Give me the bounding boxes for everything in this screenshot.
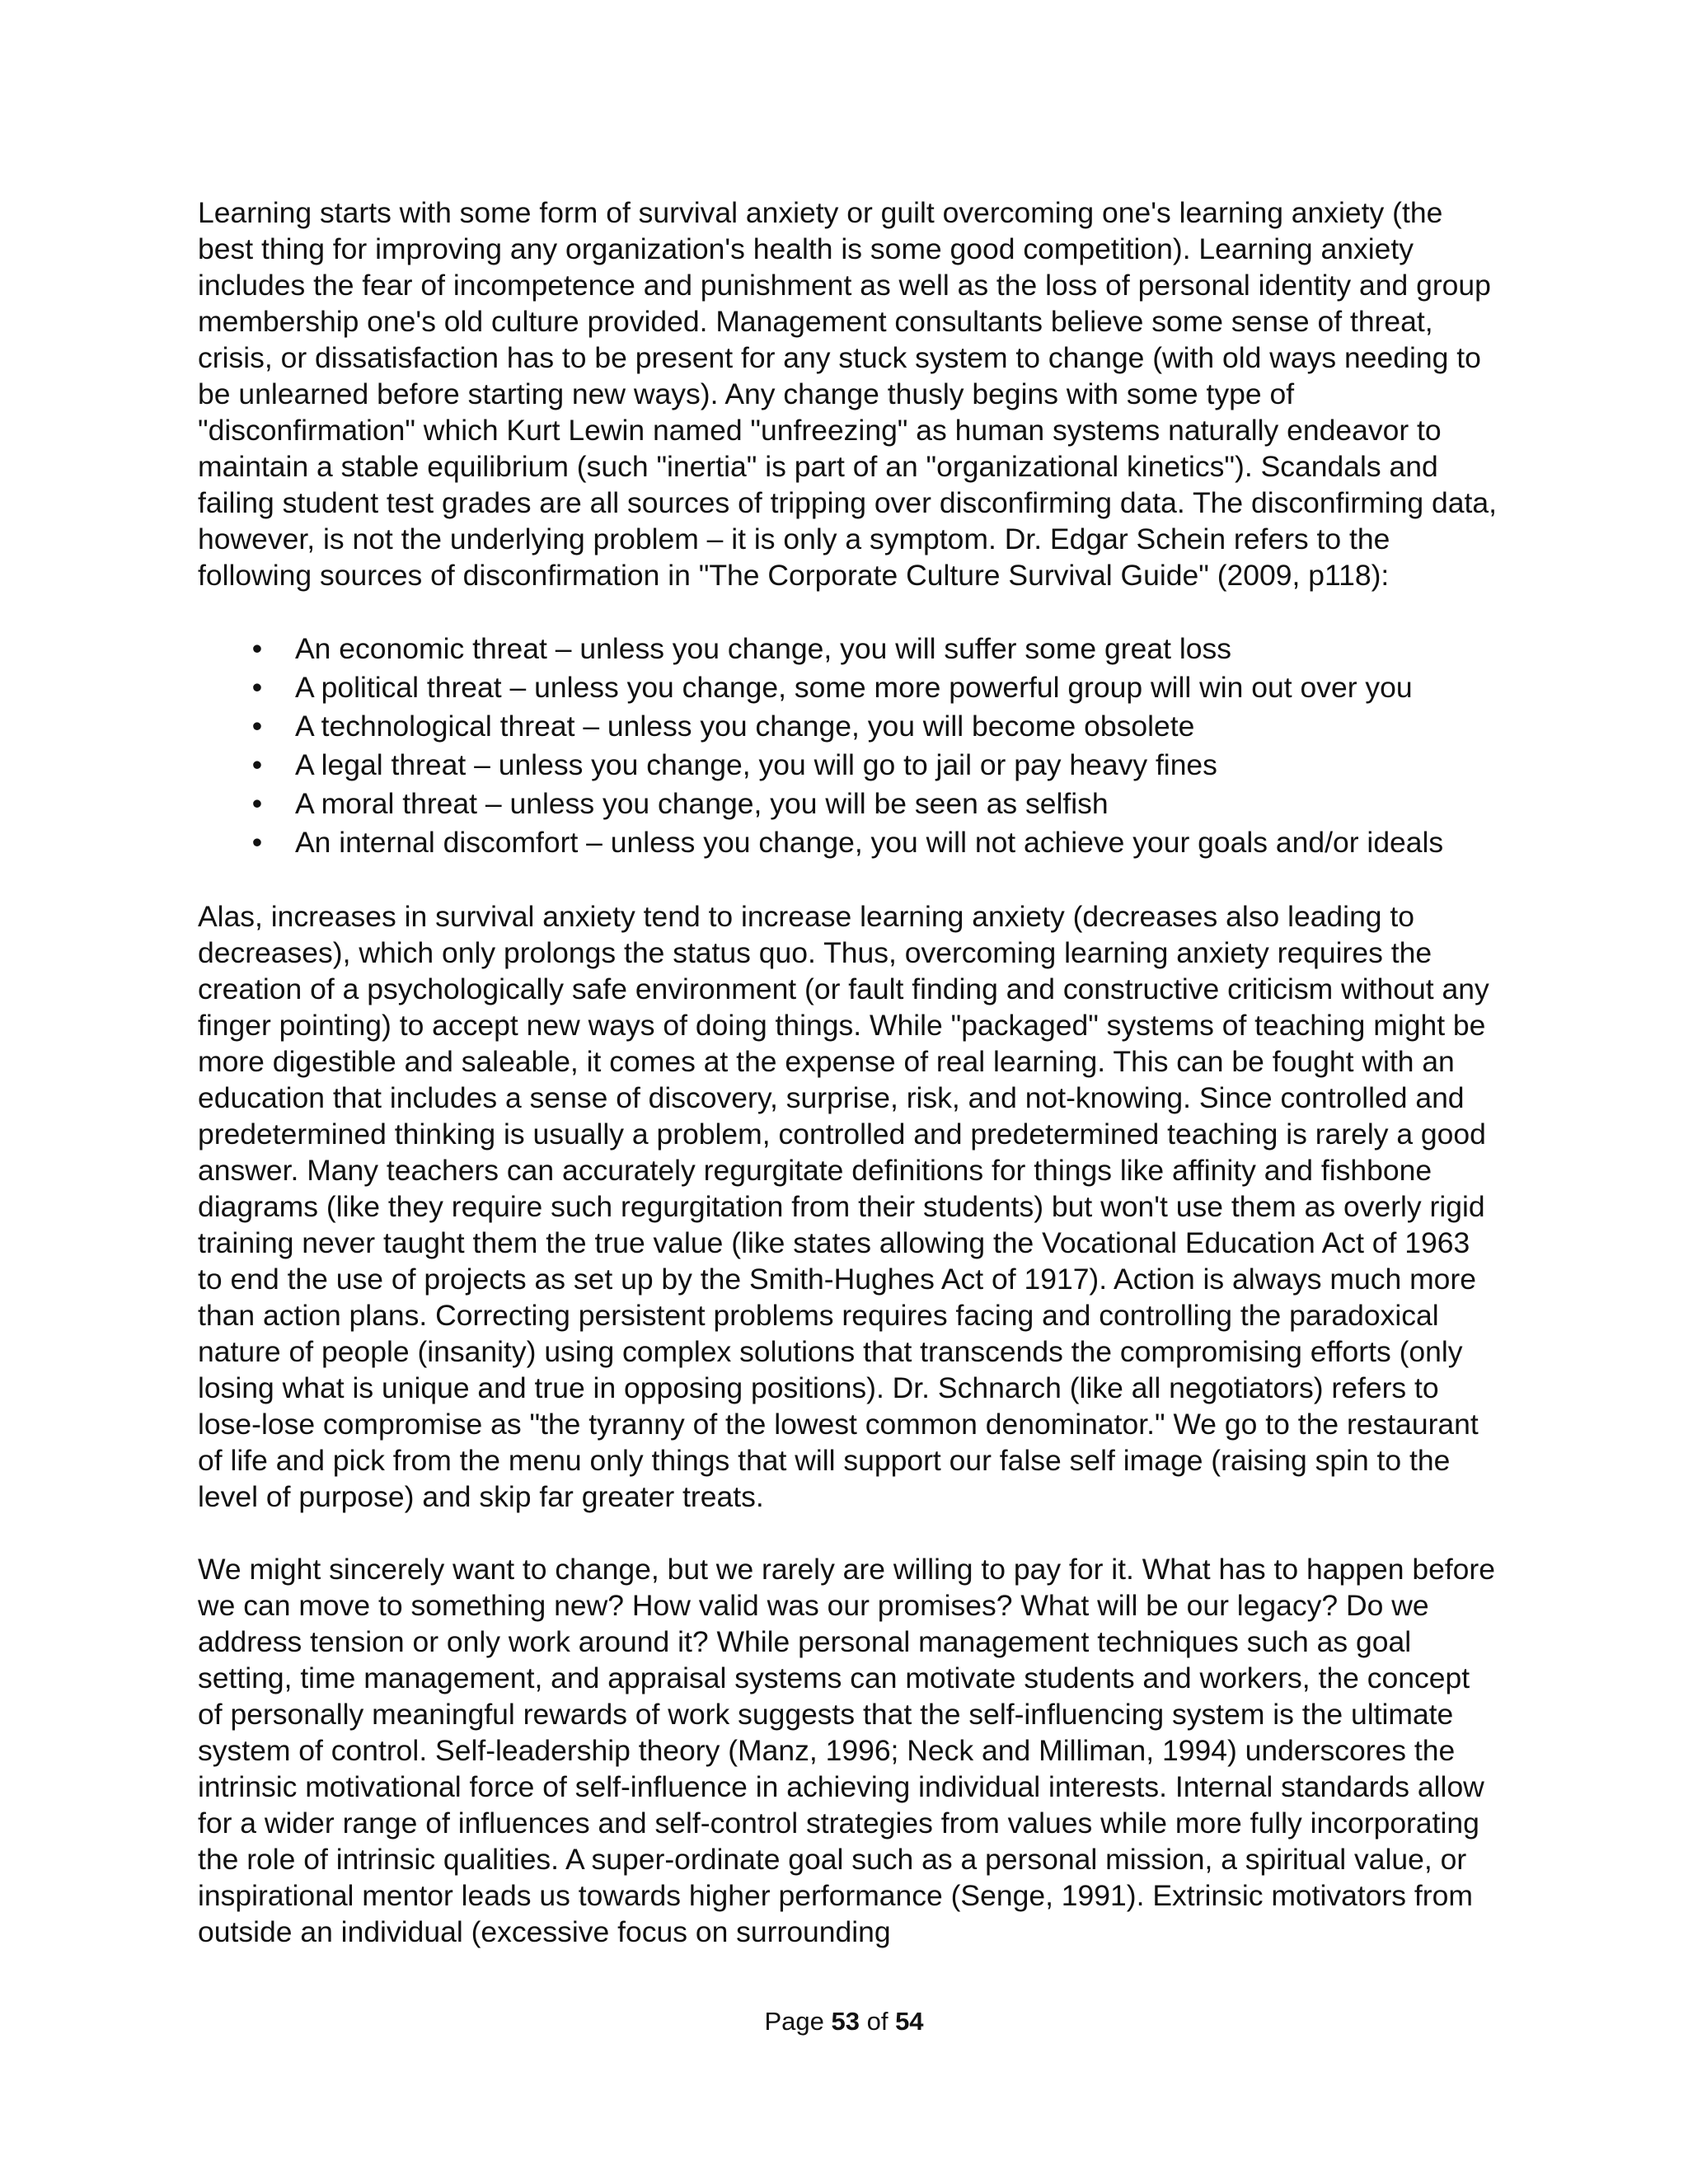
bullet-icon: • [251, 826, 263, 859]
paragraph-1: Learning starts with some form of survival anxiety or guilt overcoming one's learning anxiety (the best thing for improving any organization's health is some good competition). Learning anxiety includes the fear of incompetence and punishment as well as the loss of personal identity and group membership one's old culture provided. Management consultants believe some sense of threat, crisis, or dissatisfaction has to be present for any stuck system to change (with old ways needing to be unlearned before starting new ways). Any change thusly begins with some type of "disconfirmation" which Kurt Lewin named "unfreezing" as human systems naturally endeavor to maintain a stable equilibrium (such "inertia" is part of an "organizational kinetics"). Scandals and failing student test grades are all sources of tripping over disconfirming data. The disconfirming data, however, is not the underlying problem – it is only a symptom. Dr. Edgar Schein refers to the following sources of disconfirmation in "The Corporate Culture Survival Guide" (2009, p118): [198, 196, 1497, 592]
bullet-icon: • [251, 632, 263, 665]
bullet-icon: • [251, 787, 263, 820]
list-item [198, 630, 1500, 668]
paragraph-3: We might sincerely want to change, but we rarely are willing to pay for it. What has to happen before we can move to something new? How valid was our promises? What will be our legacy? Do we address tension or only work around it? While personal management techniques such as goal setting, time management, and appraisal systems can motivate students and workers, the concept of personally meaningful rewards of work suggests that the self-influencing system is the ultimate system of control. Self-leadership theory (Manz, 1996; Neck and Milliman, 1994) underscores the intrinsic motivational force of self-influence in achieving individual interests. Internal standards allow for a wider range of influences and self-control strategies from values while more fully incorporating the role of intrinsic qualities. A super-ordinate goal such as a personal mission, a spiritual value, or inspirational mentor leads us towards higher performance (Senge, 1991). Extrinsic motivators from outside an individual (excessive focus on surrounding [198, 1553, 1495, 1948]
list-item-text: A moral threat – unless you change, you will be seen as selfish [295, 787, 1109, 820]
page-footer [0, 2005, 1688, 2038]
list-item [198, 668, 1500, 707]
of-label: of [866, 2007, 889, 2036]
list-item-text: A political threat – unless you change, some more powerful group will win out over you [295, 671, 1413, 704]
page-content [198, 194, 1500, 1950]
list-item-text: A legal threat – unless you change, you will go to jail or pay heavy fines [295, 748, 1217, 781]
list-item [198, 707, 1500, 746]
list-item [198, 746, 1500, 785]
total-pages-number: 54 [895, 2007, 924, 2036]
current-page-number: 53 [831, 2007, 860, 2036]
page-label: Page [764, 2007, 824, 2036]
paragraph-2: Alas, increases in survival anxiety tend to increase learning anxiety (decreases also leading to decreases), which only prolongs the status quo. Thus, overcoming learning anxiety requires the creation of a psychologically safe environment (or fault finding and constructive criticism without any finger pointing) to accept new ways of doing things. While "packaged" systems of teaching might be more digestible and saleable, it comes at the expense of real learning. This can be fought with an education that includes a sense of discovery, surprise, risk, and not-knowing. Since controlled and predetermined thinking is usually a problem, controlled and predetermined teaching is rarely a good answer. Many teachers can accurately regurgitate definitions for things like affinity and fishbone diagrams (like they require such regurgitation from their students) but won't use them as overly rigid training never taught them the true value (like states allowing the Vocational Education Act of 1963 to end the use of projects as set up by the Smith-Hughes Act of 1917). Action is always much more than action plans. Correcting persistent problems requires facing and controlling the paradoxical nature of people (insanity) using complex solutions that transcends the compromising efforts (only losing what is unique and true in opposing positions). Dr. Schnarch (like all negotiators) refers to lose-lose compromise as "the tyranny of the lowest common denominator." We go to the restaurant of life and pick from the menu only things that will support our false self image (raising spin to the level of purpose) and skip far greater treats. [198, 900, 1489, 1513]
list-item-text: An economic threat – unless you change, you will suffer some great loss [295, 632, 1231, 665]
list-item [198, 823, 1500, 862]
bullet-icon: • [251, 748, 263, 781]
bullet-icon: • [251, 671, 263, 704]
list-item-text: An internal discomfort – unless you change, you will not achieve your goals and/or ideals [295, 826, 1444, 859]
list-item-text: A technological threat – unless you change, you will become obsolete [295, 710, 1195, 743]
disconfirmation-sources-list [198, 630, 1500, 862]
bullet-icon: • [251, 710, 263, 743]
list-item [198, 785, 1500, 823]
